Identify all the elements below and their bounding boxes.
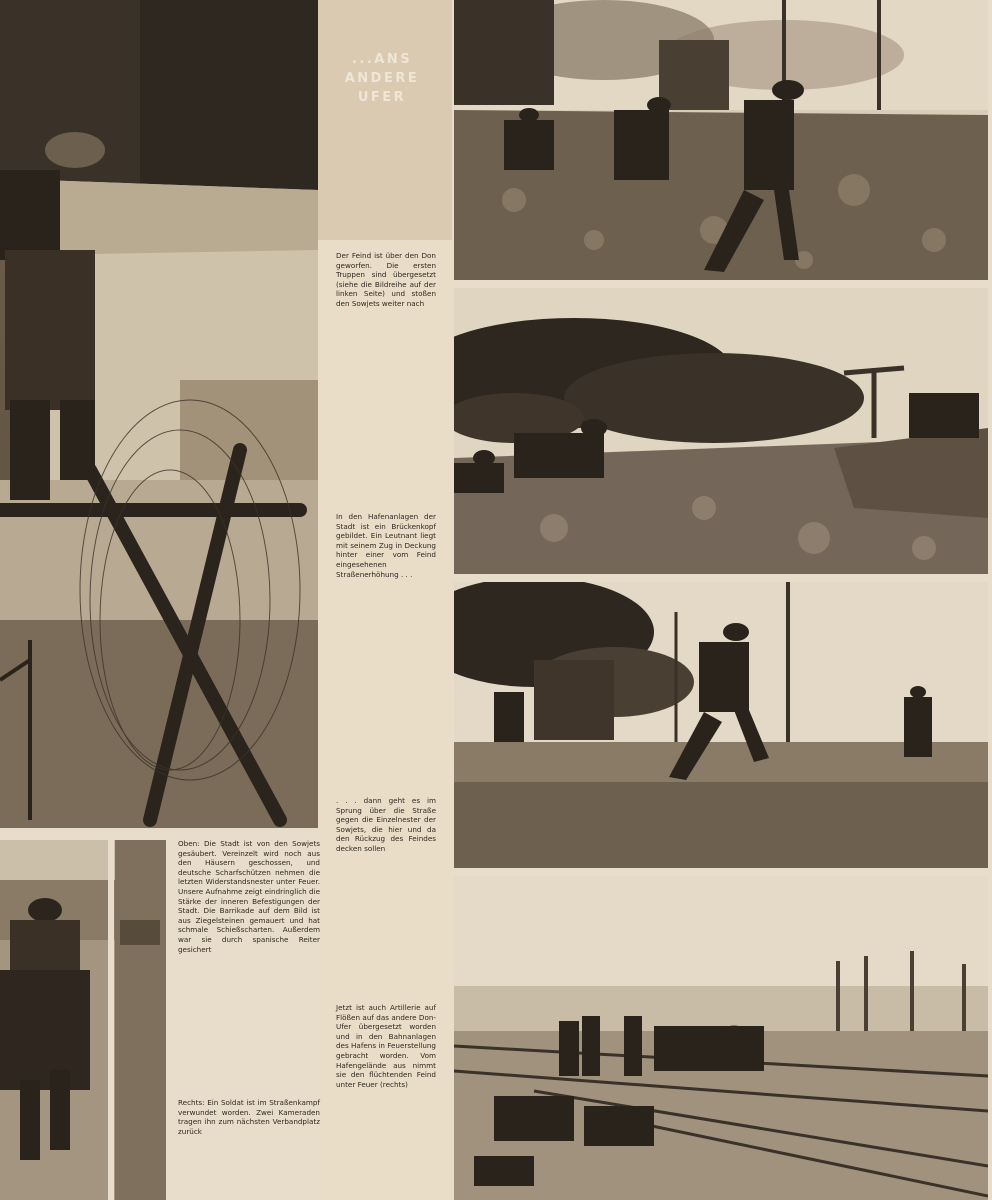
photo-wounded-soldier	[0, 840, 166, 1200]
photo-barricade	[0, 0, 318, 828]
headline-line-3: UFER	[357, 90, 407, 105]
caption-sprung: . . . dann geht es im Sprung über die Straße gegen die Einzelnester der Sowjets, die hier und da den Rückzug des Feindes decken sollen	[336, 796, 436, 853]
headline-panel	[318, 0, 452, 240]
photo-bridgehead-smoke	[454, 288, 988, 574]
caption-rechts: Rechts: Ein Soldat ist im Straßenkampf verwundet worden. Zwei Kameraden tragen ihn zum nächsten Verbandplatz zurück	[178, 1098, 320, 1136]
photo-artillery-rail-yard	[454, 876, 988, 1200]
caption-feind: Der Feind ist über den Don geworfen. Die ersten Truppen sind übergesetzt (siehe die Bildreihe auf der linken Seite) und stoßen den Sowjets weiter nach	[336, 251, 436, 308]
caption-hafenanlagen: In den Hafenanlagen der Stadt ist ein Brückenkopf gebildet. Ein Leutnant liegt mit seinem Zug in Deckung hinter einer vom Feind eingesehenen Straßenerhöhung . . .	[336, 512, 436, 579]
caption-artillerie: Jetzt ist auch Artillerie auf Flößen auf das andere Don-Ufer übergesetzt worden und in den Bahnanlagen des Hafens in Feuerstellung gebracht worden. Vom Hafengelände aus nimmt sie den flüchtenden Feind unter Feuer (rechts)	[336, 1003, 436, 1089]
photo-assault-rubble	[454, 0, 988, 280]
headline	[326, 50, 438, 107]
photo-street-sprint	[454, 582, 988, 868]
headline-line-1: ...ANS	[351, 52, 413, 67]
headline-line-2: ANDERE	[344, 71, 420, 86]
caption-oben: Oben: Die Stadt ist von den Sowjets gesäubert. Vereinzelt wird noch aus den Häusern geschossen, und deutsche Scharfschützen nehmen die letzten Widerstandsnester unter Feuer. Unsere Aufnahme zeigt eindringlich die Stärke der inneren Befestigungen der Stadt. Die Barrikade auf dem Bild ist aus Ziegelsteinen gemauert und hat schmale Schießscharten. Außerdem war sie durch spanische Reiter gesichert	[178, 839, 320, 954]
